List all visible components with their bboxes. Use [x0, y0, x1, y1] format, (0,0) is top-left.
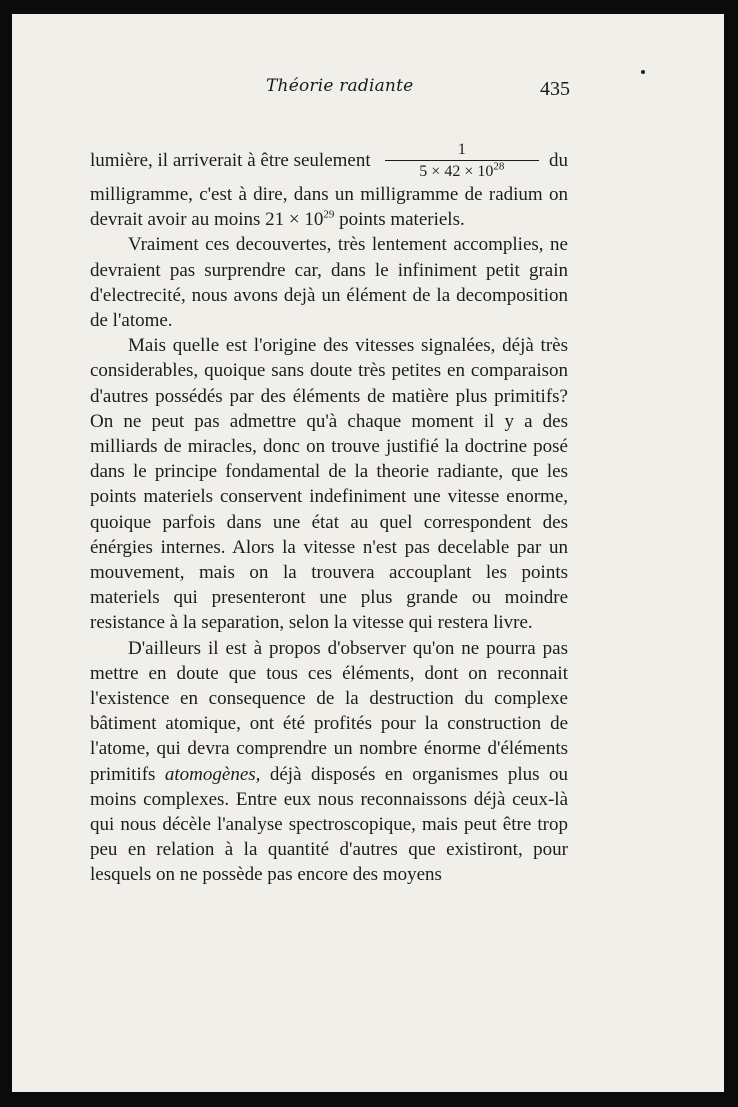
ink-speck	[641, 70, 645, 74]
fraction-denominator	[419, 161, 504, 181]
fraction-numerator: 1	[457, 141, 466, 158]
book-page	[12, 14, 724, 1092]
paragraph-1-lead: lumière, il arriverait à être seulement	[90, 150, 371, 172]
fraction-denominator-exponent: 28	[493, 160, 505, 173]
page-header	[12, 76, 724, 116]
page-number: 435	[540, 78, 570, 100]
paragraph-1-continued-b: points materiels.	[334, 209, 465, 231]
paragraph-1-continued	[90, 182, 568, 232]
paragraph-4-part-a: D'ailleurs il est à propos d'observer qu'on ne pourra pas mettre en doute que tous ces éléments, dont on reconnait l'existence en consequence de la destruction du complexe bâtiment atomique, ont été profités pour la construction de l'atome, qui devra comprendre un nombre énorme d'éléments primitifs	[90, 637, 568, 785]
paragraph-4-part-b: déjà disposés en organismes plus ou moins complexes. Entre eux nous reconnaissons déjà ceux-là qui nous décèle l'analyse spectroscopique, mais peut être trop peu en relation à la quantité d'autres que existiront, pour lesquels on ne possède pas encore des moyens	[90, 763, 568, 886]
paragraph-1-exponent: 29	[323, 208, 335, 221]
paragraph-3: Mais quelle est l'origine des vitesses signalées, déjà très considerables, quoique sans doute très petites en comparaison d'autres possédés par des éléments de matière plus primitifs? On ne peut pas admettre qu'à chaque moment il y a des milliards de miracles, donc on trouve justifié la doctrine posé dans le principe fondamental de la theorie radiante, que les points materiels conservent indefiniment une vitesse enorme, quoique parfois dans une état au quel correspondent des énérgies internes. Alors la vitesse n'est pas decelable par un mouvement, mais on la trouvera accouplant les points materiels qui presenteront une plus grande ou moindre resistance à la separation, selon la vitesse qui restera livre.	[90, 335, 568, 634]
fraction	[385, 141, 539, 181]
paragraph-1-tail: du	[549, 150, 568, 172]
paragraph-4-italic: atomogènes,	[164, 763, 261, 785]
fraction-line	[90, 136, 568, 186]
body-text	[90, 136, 568, 888]
fraction-denominator-base: 5 × 42 × 10	[419, 163, 494, 180]
paragraph-4	[90, 636, 568, 888]
running-title: Théorie radiante	[266, 76, 414, 96]
paragraph-2: Vraiment ces decouvertes, très lentement accomplies, ne devraient pas surprendre car, dans le infiniment petit grain d'electrecité, nous avons dejà un élément de la decomposition de l'atome.	[90, 234, 568, 332]
paragraph-1-continued-a: milligramme, c'est à dire, dans un milligramme de radium on devrait avoir au moins 21 × 10	[90, 184, 568, 231]
